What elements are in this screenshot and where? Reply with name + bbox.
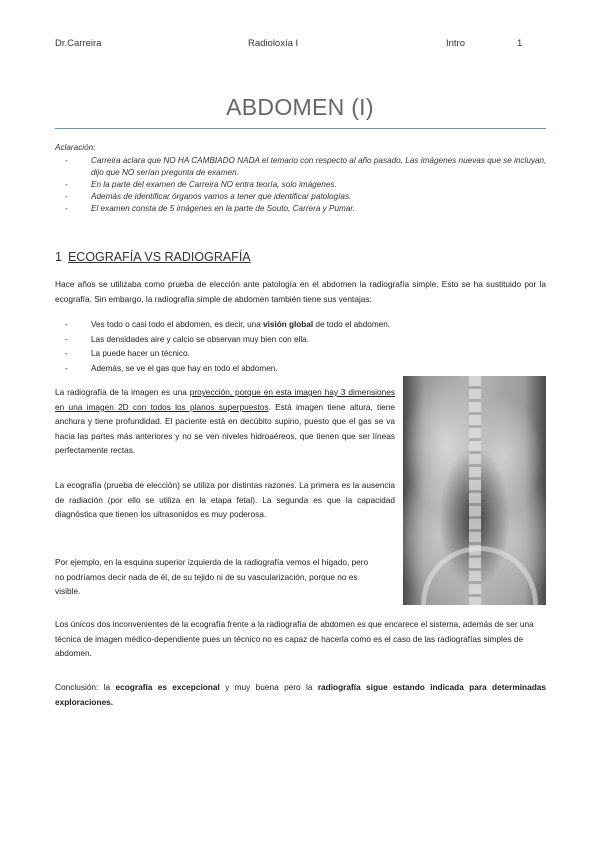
paragraph-text: La radiografía de la imagen es una (55, 387, 190, 397)
header-section: Intro (446, 38, 466, 49)
paragraph-example: Por ejemplo, en la esquina superior izquierda de la radiografía vemos el hígado, pero no podríamos decir nada de él, de su tejido ni de su vascularización, porque no es visible. (55, 557, 369, 597)
header-page-number: 1 (517, 38, 523, 49)
aclaracion-label: Aclaración: (55, 143, 96, 152)
advantage-text: de todo el abdomen. (313, 320, 391, 329)
header-subject: Radioloxía I (248, 38, 299, 49)
header-author: Dr.Carreira (55, 38, 102, 49)
advantages-list (55, 318, 546, 376)
conclusion-bold: ecografía es excepcional (115, 682, 220, 692)
section-title: ECOGRAFÍA VS RADIOGRAFÍA (67, 250, 251, 264)
conclusion-text: Conclusión: la (55, 682, 116, 692)
list-item: - Además de identificar órganos vamos a tener que identificar patologías. (55, 191, 555, 203)
advantage-bold: visión global (263, 320, 314, 329)
section-number: 1 (55, 250, 62, 264)
intro-paragraph: Hace años se utilizaba como prueba de elección ante patología en el abdomen la radiografía simple. Esto se ha sustituido por la ecografía. Sin embargo, la radiografía simple de abdomen también tiene sus ventajas: (55, 279, 546, 304)
conclusion-bold: radiografía sigue estando indicada para determinadas exploraciones. (55, 682, 547, 707)
advantage-text: Ves todo o casi todo el abdomen, es decir, una (91, 320, 264, 329)
title-underline-rule (55, 128, 546, 129)
list-item (55, 318, 546, 333)
conclusion-paragraph (55, 680, 546, 709)
paragraph-drawbacks: Los únicos dos inconvenientes de la ecografía frente a la radiografía de abdomen es que encarece el sistema, además de ser una técnica de imagen médico-dependiente pues un técnico no es capaz de hacerla como es el caso de las radiografías simples de abdomen. (55, 619, 534, 659)
conclusion-text: y muy buena pero la (219, 682, 318, 692)
page-title: ABDOMEN (I) (226, 94, 374, 120)
abdominal-xray-image (403, 376, 546, 605)
list-item: - Además, se ve el gas que hay en todo el abdomen. (55, 362, 546, 377)
paragraph-text: . Está imagen tiene altura, tiene anchura y tiene profundidad. El paciente está en decúbito supino, puesto que el gas se va hacia las partes más anteriores y no se ven niveles hidroaéreos, que tienen que ser líneas perfectamente rectas. (55, 401, 396, 456)
xray-pelvis (421, 546, 538, 606)
list-item: - La puede hacer un técnico. (55, 347, 546, 362)
list-item: - Carreira aclara que NO HA CAMBIADO NADA el temario con respecto al año pasado. Las imágenes nuevas que se incluyan, dijo que NO serían pregunta de examen. (55, 155, 555, 179)
section-heading (55, 250, 251, 264)
list-item: - Las densidades aire y calcio se observan muy bien con ella. (55, 333, 546, 348)
paragraph-ecografia: La ecografía (prueba de elección) se utiliza por distintas razones. La primera es la ausencia de radiación (por ello se utiliza en la etapa fetal). La segunda es que la capacidad diagnóstica que tienen los ultrasonidos es muy poderosa. (55, 480, 395, 520)
aclaracion-list (55, 155, 555, 215)
paragraph-underlined: proyección, porque en esta imagen hay 3 dimensiones en una imagen 2D con todos los planos superpuestos (55, 387, 395, 412)
paragraph-projection (55, 385, 395, 458)
list-item: - El examen consta de 5 imágenes en la parte de Souto, Carrera y Pumar. (55, 203, 555, 215)
list-item: - En la parte del examen de Carreira NO entra teoría, solo imágenes. (55, 179, 555, 191)
